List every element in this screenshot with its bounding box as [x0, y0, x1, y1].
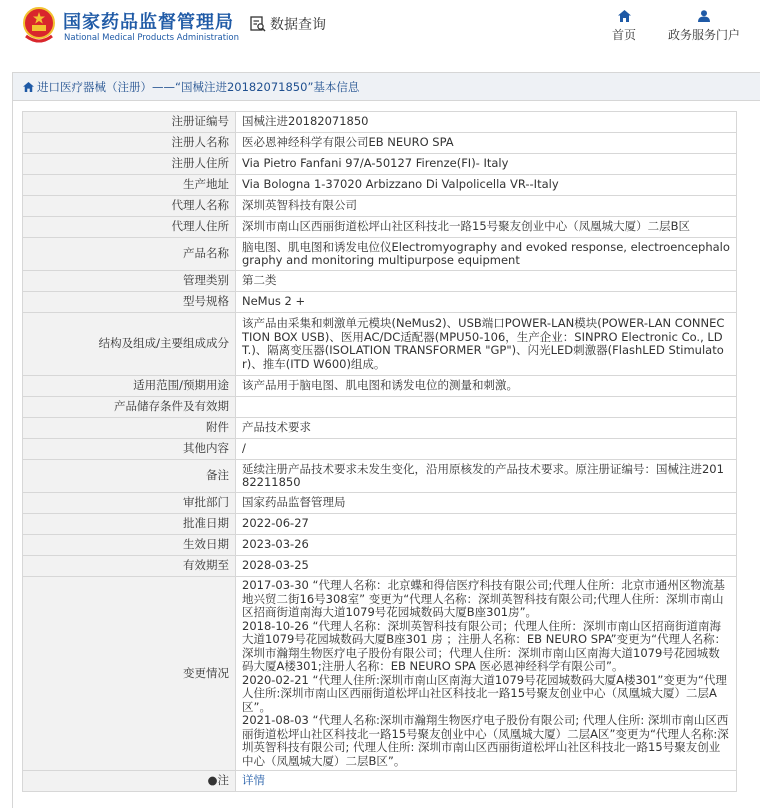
data-query-link[interactable] [250, 14, 326, 34]
row-value: 国械注进20182071850 [236, 112, 737, 133]
table-row [23, 313, 737, 376]
site-header [0, 0, 760, 58]
nav-gov-portal[interactable] [668, 10, 740, 43]
table-row [23, 112, 737, 133]
row-value: 延续注册产品技术要求未发生变化，沿用原核发的产品技术要求。原注册证编号：国械注进20182211850 [236, 460, 737, 493]
note-label-cell [23, 771, 236, 792]
row-value: 深圳英智科技有限公司 [236, 196, 737, 217]
row-value: 2023-03-26 [236, 535, 737, 556]
row-label: 代理人住所 [23, 217, 236, 238]
row-label: 产品储存条件及有效期 [23, 397, 236, 418]
home-icon [23, 82, 34, 92]
row-value: NeMus 2 + [236, 292, 737, 313]
table-row-note [23, 771, 737, 792]
table-row [23, 133, 737, 154]
table-row [23, 217, 737, 238]
row-label: 型号规格 [23, 292, 236, 313]
change-entry: 2017-03-30 “代理人名称：北京蝶和得信医疗科技有限公司;代理人住所：北京市通州区物流基地兴贸二街16号308室” 变更为“代理人名称：深圳英智科技有限公司;代理人住所：深圳市南山区招商街道南海大道1079号花园城数码大厦B座301房”。 [242, 578, 725, 619]
table-row [23, 514, 737, 535]
table-row [23, 271, 737, 292]
table-row [23, 196, 737, 217]
data-query-icon [250, 16, 266, 32]
row-label: 结构及组成/主要组成成分 [23, 313, 236, 376]
row-label: 注 [217, 773, 229, 788]
data-query-label: 数据查询 [270, 17, 326, 33]
row-label: 审批部门 [23, 493, 236, 514]
info-table [22, 111, 737, 792]
row-value [236, 771, 737, 792]
row-label: 生效日期 [23, 535, 236, 556]
nav-home[interactable] [612, 10, 636, 43]
row-value: 2022-06-27 [236, 514, 737, 535]
table-row [23, 493, 737, 514]
change-entry: 2021-08-03 “代理人名称:深圳市瀚翔生物医疗电子股份有限公司; 代理人住所: 深圳市南山区西丽街道松坪山社区科技北一路15号聚友创业中心（凤凰城大厦）二层A区”变更为“代理人名称:深圳英智科技有限公司; 代理人住所: 深圳市南山区西丽街道松坪山社区科技北一路15号聚友创业中心（凤凰城大厦）二层B区”。 [242, 713, 729, 768]
table-row [23, 556, 737, 577]
nav-home-label: 首页 [612, 28, 637, 42]
row-label: 批准日期 [23, 514, 236, 535]
row-value: 第二类 [236, 271, 737, 292]
table-row-changes [23, 577, 737, 771]
nav-gov-label: 政务服务门户 [668, 28, 741, 42]
table-row [23, 238, 737, 271]
row-label: 产品名称 [23, 238, 236, 271]
row-label: 有效期至 [23, 556, 236, 577]
row-value: Via Pietro Fanfani 97/A-50127 Firenze(FI)- Italy [236, 154, 737, 175]
national-emblem-icon [22, 6, 56, 44]
user-icon [698, 10, 710, 22]
row-value: 2028-03-25 [236, 556, 737, 577]
home-icon [618, 10, 631, 22]
table-row [23, 376, 737, 397]
row-value: 该产品由采集和刺激单元模块(NeMus2)、USB端口POWER-LAN模块(POWER-LAN CONNECTION BOX USB)、医用AC/DC适配器(MPU50-106，生产企业：SINPRO Electronic Co., LDT.)、隔离变压器(ISOLATION TRANSFORMER "GP")、闪光LED刺激器(FlashLED Stimulator)、推车(ITD W600)组成。 [236, 313, 737, 376]
table-row [23, 535, 737, 556]
site-logo-subtitle: National Medical Products Administration [64, 33, 239, 43]
table-row [23, 154, 737, 175]
change-entry: 2018-10-26 “代理人名称：深圳英智科技有限公司；代理人住所：深圳市南山区招商街道南海大道1079号花园城数码大厦B座301 房 ；注册人名称：EB NEURO SPA”变更为“代理人名称：深圳市瀚翔生物医疗电子股份有限公司；代理人住所：深圳市南山区南海大道1079号花园城数码大厦A楼301;注册人名称：EB NEURO SPA 医必恩神经科学有限公司”。 [242, 618, 727, 673]
breadcrumb [13, 73, 760, 101]
row-label: 注册证编号 [23, 112, 236, 133]
note-icon: ● [207, 773, 218, 788]
row-label: 其他内容 [23, 439, 236, 460]
table-row [23, 292, 737, 313]
table-row [23, 439, 737, 460]
table-row [23, 460, 737, 493]
change-entry: 2020-02-21 “代理人住所:深圳市南山区南海大道1079号花园城数码大厦A楼301”变更为“代理人住所:深圳市南山区西丽街道松坪山社区科技北一路15号聚友创业中心（凤凰城大厦）二层A区”。 [242, 672, 727, 714]
row-value [236, 397, 737, 418]
row-label: 适用范围/预期用途 [23, 376, 236, 397]
row-label: 变更情况 [23, 577, 236, 771]
table-row [23, 418, 737, 439]
table-row [23, 397, 737, 418]
row-value: 深圳市南山区西丽街道松坪山社区科技北一路15号聚友创业中心（凤凰城大厦）二层B区 [236, 217, 737, 238]
row-value: 国家药品监督管理局 [236, 493, 737, 514]
row-value: 产品技术要求 [236, 418, 737, 439]
table-row [23, 175, 737, 196]
detail-panel [12, 72, 760, 808]
details-link[interactable]: 详情 [242, 773, 265, 788]
row-label: 备注 [23, 460, 236, 493]
row-value: 脑电图、肌电图和诱发电位仪Electromyography and evoked response, electroencephalography and monitoring multipurpose equipment [236, 238, 737, 271]
breadcrumb-text: 进口医疗器械（注册）——“国械注进20182071850”基本信息 [37, 79, 360, 94]
row-label: 注册人名称 [23, 133, 236, 154]
row-label: 管理类别 [23, 271, 236, 292]
row-value: Via Bologna 1-37020 Arbizzano Di Valpolicella VR--Italy [236, 175, 737, 196]
row-label: 附件 [23, 418, 236, 439]
row-label: 注册人住所 [23, 154, 236, 175]
row-value: 该产品用于脑电图、肌电图和诱发电位的测量和刺激。 [236, 376, 737, 397]
row-label: 代理人名称 [23, 196, 236, 217]
change-history [236, 577, 737, 771]
row-value: / [236, 439, 737, 460]
site-logo-title[interactable]: 国家药品监督管理局 [63, 12, 234, 33]
row-value: 医必恩神经科学有限公司EB NEURO SPA [236, 133, 737, 154]
row-label: 生产地址 [23, 175, 236, 196]
